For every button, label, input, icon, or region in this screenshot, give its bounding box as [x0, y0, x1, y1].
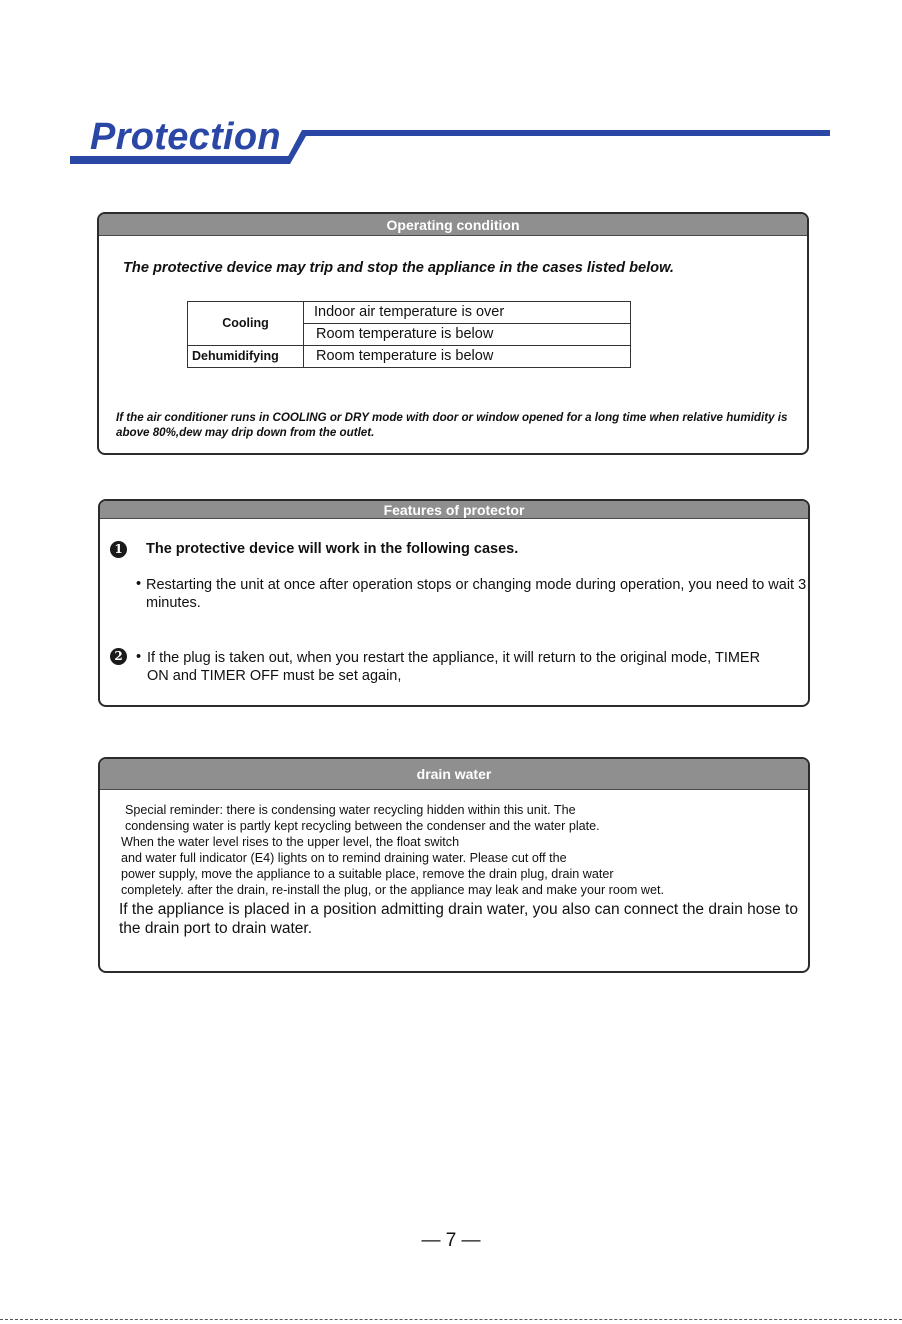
- humidity-note: If the air conditioner runs in COOLING or DRY mode with door or window opened for a long time when relative humidity is above 80%,dew may drip down from the outlet.: [116, 411, 788, 439]
- drain-water-panel: [98, 757, 810, 973]
- drain-line: power supply, move the appliance to a suitable place, remove the drain plug, drain water: [121, 867, 614, 881]
- features-header: Features of protector: [100, 501, 808, 519]
- drain-water-header: drain water: [100, 759, 808, 790]
- bullet-icon: •: [136, 576, 142, 592]
- bullet-icon: •: [136, 649, 142, 665]
- drain-line: and water full indicator (E4) lights on to remind draining water. Please cut off the: [121, 851, 567, 865]
- mode-cooling: Cooling: [188, 302, 304, 346]
- mode-dehumidifying: Dehumidifying: [188, 346, 304, 368]
- features-panel: [98, 499, 810, 707]
- page-bottom-divider: [0, 1319, 902, 1320]
- operating-condition-panel: [97, 212, 809, 455]
- number-two-icon: 2: [110, 648, 127, 665]
- drain-line: condensing water is partly kept recycling between the condenser and the water plate.: [125, 819, 600, 833]
- plug-bullet-text: If the plug is taken out, when you restart the appliance, it will return to the original mode, TIMER ON and TIMER OFF must be set again,: [147, 650, 761, 684]
- page-title: Protection: [90, 116, 281, 158]
- condition-cell: Room temperature is below: [304, 324, 631, 346]
- restart-bullet-text: Restarting the unit at once after operation stops or changing mode during operation, you need to wait 3 minutes.: [146, 577, 807, 611]
- drain-line: Special reminder: there is condensing water recycling hidden within this unit. The: [125, 803, 576, 817]
- operating-intro: The protective device may trip and stop the appliance in the cases listed below.: [123, 260, 674, 276]
- number-one-icon: 1: [110, 541, 127, 558]
- condition-cell: Indoor air temperature is over: [304, 302, 631, 324]
- condition-cell: Room temperature is below: [304, 346, 631, 368]
- features-heading: The protective device will work in the following cases.: [146, 541, 519, 557]
- drain-connect-text: If the appliance is placed in a position admitting drain water, you also can connect the drain hose to the drain port to drain water.: [119, 901, 798, 937]
- table-row: [188, 346, 631, 368]
- condition-table: [187, 301, 631, 368]
- operating-condition-header: Operating condition: [99, 214, 807, 236]
- table-row: [188, 302, 631, 324]
- page-number: — 7 —: [421, 1230, 481, 1251]
- drain-line: completely. after the drain, re-install the plug, or the appliance may leak and make your room wet.: [121, 883, 664, 897]
- drain-line: When the water level rises to the upper level, the float switch: [121, 835, 460, 849]
